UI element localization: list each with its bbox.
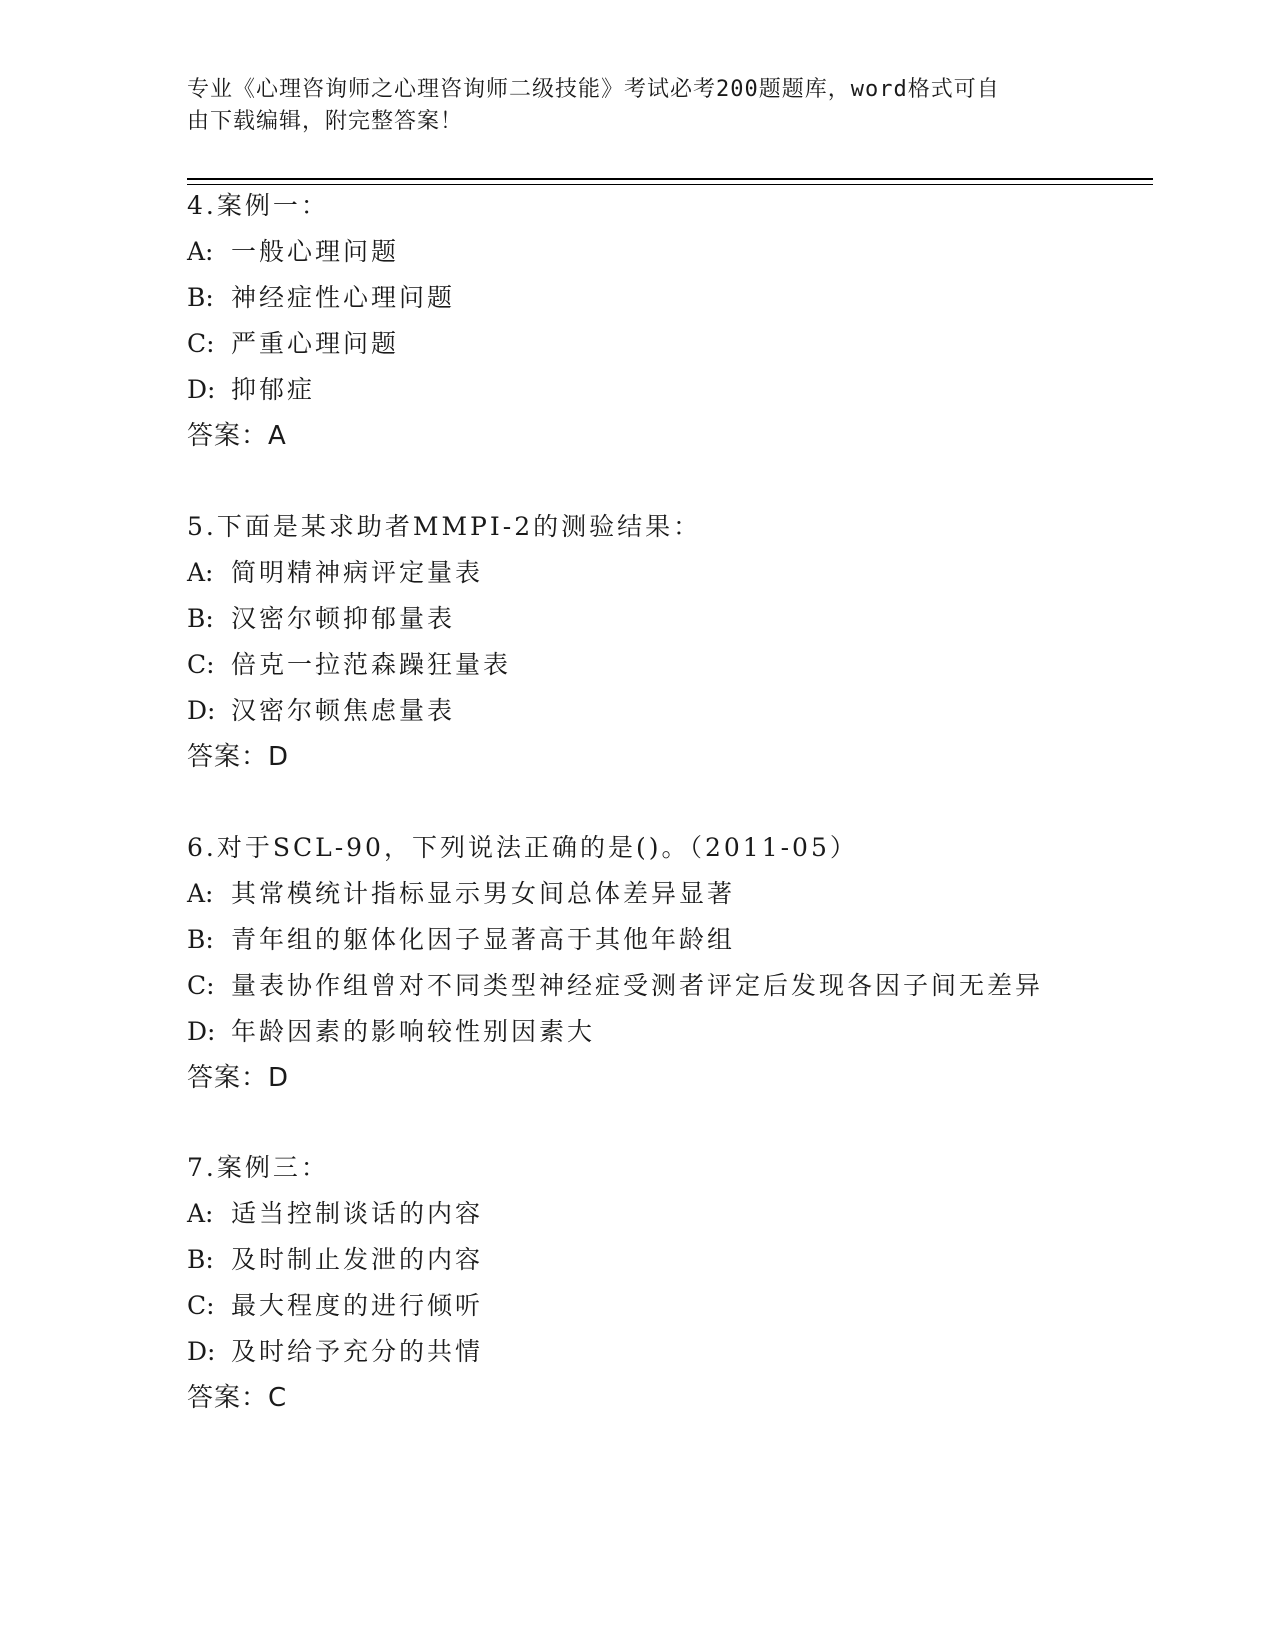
answer-line: 答案：A xyxy=(187,421,287,451)
option-c xyxy=(187,1283,1147,1329)
option-text: 量表协作组曾对不同类型神经症受测者评定后发现各因子间无差异 xyxy=(231,971,1044,1000)
option-b xyxy=(187,917,1147,963)
option-a xyxy=(187,1191,1147,1237)
option-text: 青年组的躯体化因子显著高于其他年龄组 xyxy=(231,925,736,954)
answer-line: 答案：D xyxy=(187,1063,290,1093)
question-4 xyxy=(187,183,1147,459)
option-c xyxy=(187,642,1147,688)
header-line-1: 专业《心理咨询师之心理咨询师二级技能》考试必考200题题库，word格式可自 xyxy=(187,77,1000,102)
option-letter: B: xyxy=(187,604,214,633)
option-letter: A: xyxy=(187,1199,214,1228)
option-a xyxy=(187,229,1147,275)
option-b xyxy=(187,596,1147,642)
option-text: 简明精神病评定量表 xyxy=(231,558,484,587)
document-header xyxy=(187,74,1087,138)
option-d xyxy=(187,1009,1147,1055)
option-letter: D: xyxy=(187,375,216,404)
option-letter: B: xyxy=(187,283,214,312)
option-text: 严重心理问题 xyxy=(231,329,400,358)
option-letter: A: xyxy=(187,237,214,266)
option-letter: D: xyxy=(187,696,216,725)
option-letter: D: xyxy=(187,1017,216,1046)
option-c xyxy=(187,963,1147,1009)
header-line-2: 由下载编辑，附完整答案！ xyxy=(187,109,464,134)
option-text: 倍克一拉范森躁狂量表 xyxy=(231,650,512,679)
question-7 xyxy=(187,1145,1147,1421)
option-text: 汉密尔顿抑郁量表 xyxy=(231,604,456,633)
option-letter: D: xyxy=(187,1337,216,1366)
option-text: 其常模统计指标显示男女间总体差异显著 xyxy=(231,879,736,908)
option-text: 神经症性心理问题 xyxy=(231,283,456,312)
question-stem: 5.下面是某求助者MMPI-2的测验结果： xyxy=(187,512,702,541)
option-d xyxy=(187,367,1147,413)
option-letter: B: xyxy=(187,925,214,954)
option-text: 最大程度的进行倾听 xyxy=(231,1291,484,1320)
option-text: 及时给予充分的共情 xyxy=(231,1337,484,1366)
option-text: 汉密尔顿焦虑量表 xyxy=(231,696,456,725)
option-d xyxy=(187,688,1147,734)
question-stem: 7.案例三： xyxy=(187,1153,329,1182)
option-text: 一般心理问题 xyxy=(231,237,400,266)
option-b xyxy=(187,275,1147,321)
option-d xyxy=(187,1329,1147,1375)
question-stem: 6.对于SCL-90，下列说法正确的是()。（2011-05） xyxy=(187,833,858,862)
option-letter: A: xyxy=(187,879,214,908)
option-letter: C: xyxy=(187,971,215,1000)
option-a xyxy=(187,871,1147,917)
answer-line: 答案：C xyxy=(187,1383,288,1413)
question-stem: 4.案例一： xyxy=(187,191,329,220)
question-6 xyxy=(187,825,1147,1101)
option-text: 抑郁症 xyxy=(231,375,316,404)
option-text: 年龄因素的影响较性别因素大 xyxy=(231,1017,596,1046)
option-letter: B: xyxy=(187,1245,214,1274)
option-letter: C: xyxy=(187,329,215,358)
option-letter: A: xyxy=(187,558,214,587)
option-letter: C: xyxy=(187,1291,215,1320)
option-letter: C: xyxy=(187,650,215,679)
option-a xyxy=(187,550,1147,596)
option-text: 适当控制谈话的内容 xyxy=(231,1199,484,1228)
header-rule-thick xyxy=(187,178,1153,180)
question-5 xyxy=(187,504,1147,780)
answer-line: 答案：D xyxy=(187,742,290,772)
option-c xyxy=(187,321,1147,367)
option-text: 及时制止发泄的内容 xyxy=(231,1245,484,1274)
option-b xyxy=(187,1237,1147,1283)
